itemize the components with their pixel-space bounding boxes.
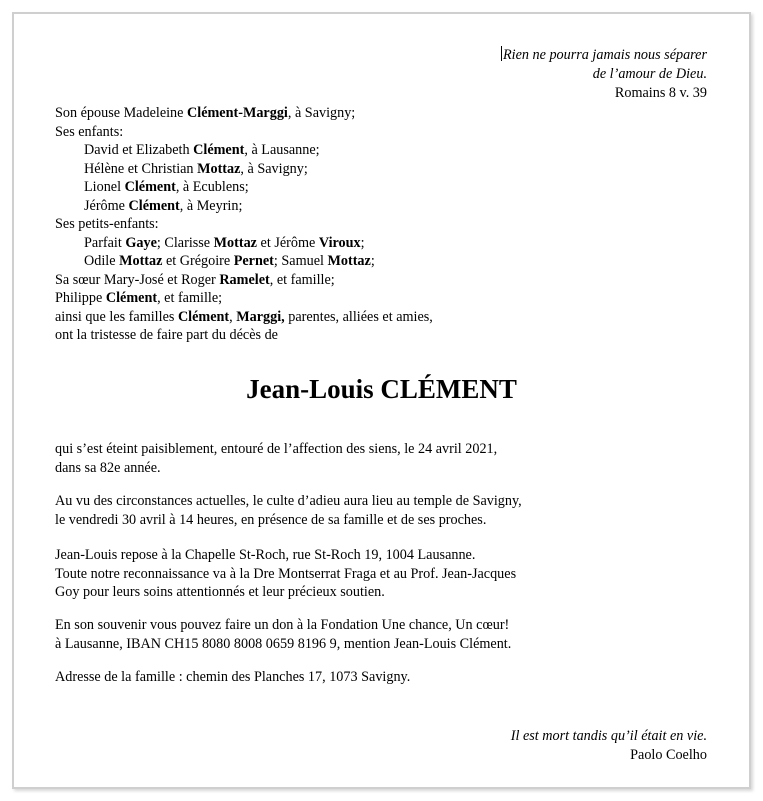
deceased-name: Jean-Louis CLÉMENT <box>246 374 517 404</box>
family-line <box>55 178 249 197</box>
verse-line-2: de l’amour de Dieu. <box>592 66 707 82</box>
text-line: En son souvenir vous pouvez faire un don à la Fondation Une chance, Un cœur! <box>55 617 510 633</box>
family-text: ; Clarisse <box>156 234 214 251</box>
text-line: à Lausanne, IBAN CH15 8080 8008 0659 8196 9, mention Jean-Louis Clément. <box>55 635 512 652</box>
text-line: Toute notre reconnaissance va à la Dre Montserrat Fraga et au Prof. Jean-Jacques <box>55 565 517 582</box>
family-name: Mottaz <box>213 234 257 251</box>
family-name: Mottaz <box>119 253 163 269</box>
paragraph-address <box>55 668 410 687</box>
family-text: Hélène et Christian <box>84 160 198 177</box>
family-text: et Grégoire <box>162 253 234 269</box>
family-text: Odile <box>84 253 120 269</box>
family-name: Clément <box>177 308 230 325</box>
family-text: parentes, alliées et amies, <box>284 308 433 325</box>
text-line: Jean-Louis repose à la Chapelle St-Roch, rue St-Roch 19, 1004 Lausanne. <box>55 547 476 563</box>
family-line <box>55 197 242 216</box>
family-line <box>55 160 308 179</box>
family-text: Ses petits-enfants: <box>55 216 159 232</box>
family-text: Ses enfants: <box>55 123 124 140</box>
family-text: , à Savigny; <box>287 105 356 121</box>
family-text: , à Ecublens; <box>175 179 249 195</box>
paragraph-death-notice <box>55 440 497 477</box>
family-text: ont la tristesse de faire part du décès de <box>55 327 278 343</box>
family-line <box>55 326 278 345</box>
family-name: Marggi, <box>236 308 285 325</box>
family-text: Lionel <box>84 179 125 195</box>
family-text: ; <box>360 234 365 251</box>
verse-line-1: Rien ne pourra jamais nous séparer <box>502 47 707 63</box>
family-line <box>55 252 375 271</box>
text-line: qui s’est éteint paisiblement, entouré de l’affection des siens, le 24 avril 2021, <box>55 441 498 457</box>
family-text: , à Meyrin; <box>179 197 243 214</box>
family-line <box>55 271 335 290</box>
paragraph-donation <box>55 616 511 653</box>
family-line <box>55 141 320 160</box>
family-line <box>55 308 433 327</box>
family-text: Sa sœur Mary-José et Roger <box>55 271 220 288</box>
paragraph-thanks <box>55 546 516 602</box>
family-text: David et Elizabeth <box>84 142 194 158</box>
family-line <box>55 234 365 253</box>
family-text: ainsi que les familles <box>55 308 178 325</box>
family-text: ; <box>370 253 375 269</box>
family-text: ; Samuel <box>273 253 328 269</box>
closing-author: Paolo Coelho <box>630 747 707 763</box>
paragraph-ceremony <box>55 492 522 529</box>
family-line <box>55 123 123 142</box>
family-name: Clément <box>124 179 176 195</box>
text-line: le vendredi 30 avril à 14 heures, en présence de sa famille et de ses proches. <box>55 511 487 528</box>
text-cursor <box>501 46 502 61</box>
family-text: Son épouse Madeleine <box>55 105 187 121</box>
text-line: Adresse de la famille : chemin des Planches 17, 1073 Savigny. <box>55 669 411 685</box>
family-name: Clément <box>105 290 158 306</box>
family-name: Viroux <box>318 234 361 251</box>
family-name: Clément-Marggi <box>187 105 288 121</box>
family-text: , <box>229 308 237 325</box>
family-name: Mottaz <box>197 160 241 177</box>
family-line <box>55 104 355 123</box>
family-text: , à Savigny; <box>240 160 308 177</box>
text-line: dans sa 82e année. <box>55 459 161 476</box>
family-line <box>55 215 159 234</box>
family-text: et Jérôme <box>256 234 319 251</box>
family-line <box>55 289 222 308</box>
family-text: , et famille; <box>269 271 335 288</box>
family-text: Parfait <box>84 234 126 251</box>
closing-quote: Il est mort tandis qu’il était en vie. <box>510 728 707 744</box>
family-name: Clément <box>193 142 245 158</box>
verse-reference: Romains 8 v. 39 <box>614 85 707 101</box>
family-name: Ramelet <box>219 271 270 288</box>
family-text: Philippe <box>55 290 106 306</box>
family-text: , et famille; <box>157 290 223 306</box>
family-text: , à Lausanne; <box>244 142 320 158</box>
text-line: Goy pour leurs soins attentionnés et leur précieux soutien. <box>55 584 385 600</box>
family-name: Mottaz <box>327 253 371 269</box>
text-line: Au vu des circonstances actuelles, le culte d’adieu aura lieu au temple de Savigny, <box>55 493 522 509</box>
family-text: Jérôme <box>84 197 129 214</box>
family-name: Pernet <box>233 253 274 269</box>
family-name: Gaye <box>125 234 157 251</box>
family-name: Clément <box>128 197 180 214</box>
